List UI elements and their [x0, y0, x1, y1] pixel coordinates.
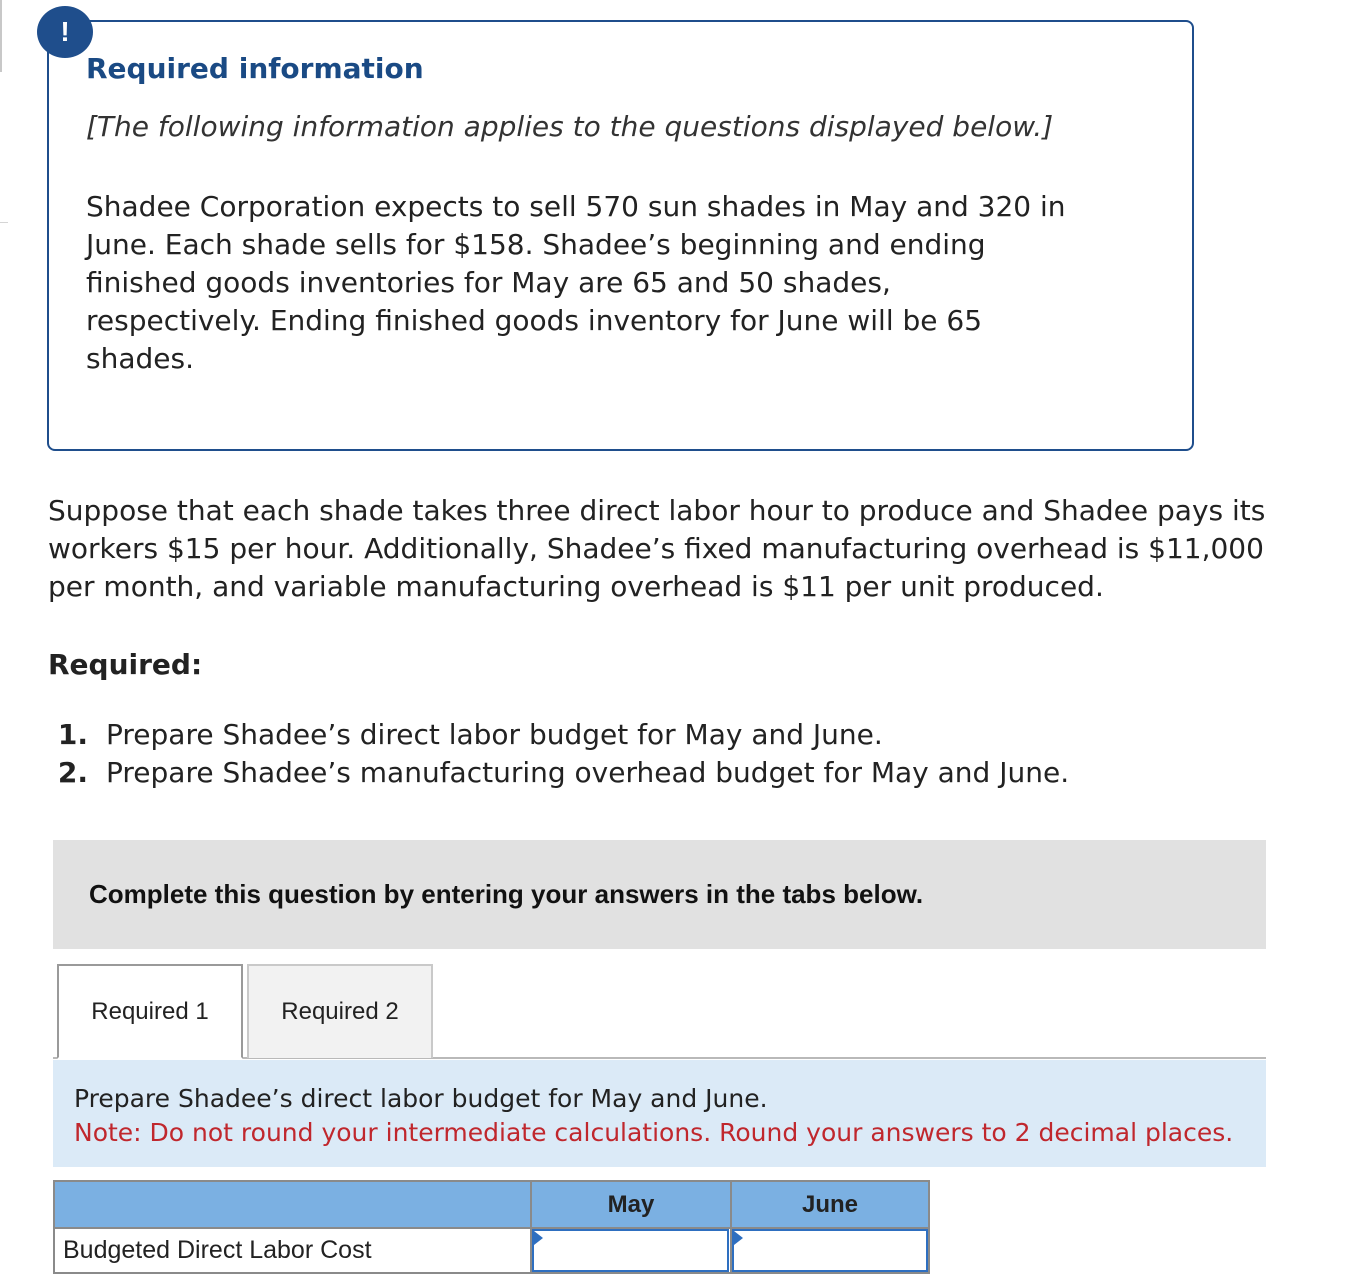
- input-marker-icon: [534, 1231, 543, 1245]
- info-title: Required information: [86, 52, 424, 85]
- input-marker-icon: [734, 1231, 743, 1245]
- requirement-number: 1.: [57, 718, 88, 751]
- row-label-budgeted-direct-labor-cost: Budgeted Direct Labor Cost: [63, 1236, 372, 1264]
- instruction-text: Prepare Shadee’s direct labor budget for May and June.: [74, 1084, 768, 1113]
- scenario-text: Suppose that each shade takes three direct labor hour to produce and Shadee pays its workers $15 per hour. Additionally, Shadee’s fixed manufacturing overhead is $11,000 per month, and variable manufacturing overhead is $11 per unit produced.: [48, 494, 1266, 603]
- instructions-banner: [53, 840, 1266, 949]
- column-header-may: May: [607, 1190, 655, 1218]
- tab-required-2[interactable]: [247, 964, 433, 1058]
- tab-label: Required 2: [281, 998, 399, 1025]
- tab-label: Required 1: [91, 997, 209, 1025]
- requirement-text: Prepare Shadee’s manufacturing overhead budget for May and June.: [106, 756, 1070, 789]
- required-heading: Required:: [48, 648, 203, 681]
- info-body: Shadee Corporation expects to sell 570 sun shades in May and 320 in June. Each shade sells for $158. Shadee’s beginning and ending finished goods inventories for May are 65 and 50 shades, respectively. Ending finished goods inventory for June will be 65 shades.: [86, 190, 1066, 375]
- note-text: Note: Do not round your intermediate calculations. Round your answers to 2 decimal places.: [74, 1118, 1234, 1147]
- info-subtitle: [The following information applies to the questions displayed below.]: [86, 110, 1054, 143]
- column-header-june: June: [801, 1190, 858, 1218]
- requirement-number: 2.: [57, 756, 88, 789]
- banner-text: Complete this question by entering your answers in the tabs below.: [89, 879, 924, 909]
- may-labor-cost-input[interactable]: [532, 1229, 729, 1272]
- tab-required-1[interactable]: [57, 964, 243, 1059]
- alert-icon: !: [37, 6, 93, 58]
- direct-labor-budget-table: [53, 1180, 930, 1274]
- left-edge-rule: [0, 0, 2, 72]
- instruction-panel: [53, 1060, 1266, 1167]
- requirement-item: [40, 754, 1069, 792]
- june-labor-cost-input[interactable]: [732, 1229, 928, 1272]
- requirements-list: [40, 716, 1069, 792]
- requirement-item: [40, 716, 1069, 754]
- left-edge-tick: [0, 222, 8, 223]
- requirement-text: Prepare Shadee’s direct labor budget for May and June.: [106, 718, 883, 751]
